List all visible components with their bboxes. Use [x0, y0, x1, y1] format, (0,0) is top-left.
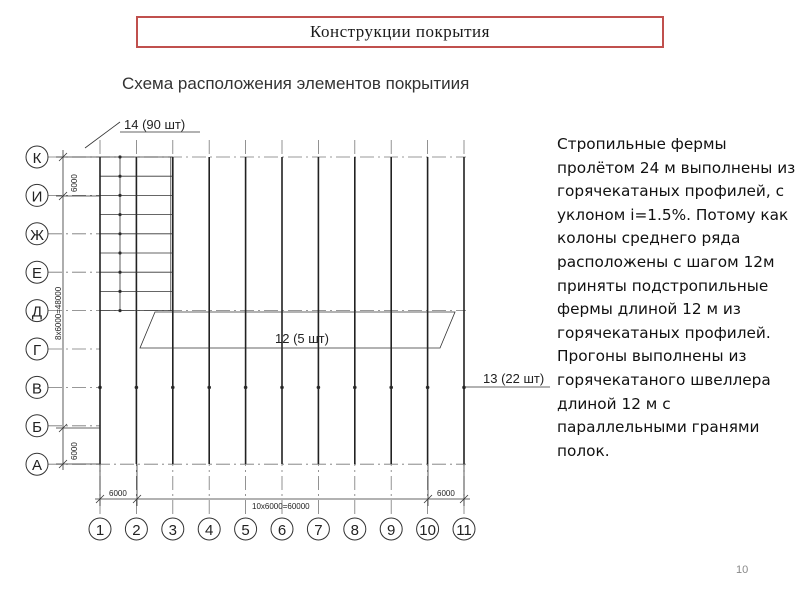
truss-node — [281, 386, 284, 389]
row-axis-markers — [26, 146, 48, 475]
column-axis-label: 1 — [95, 522, 105, 539]
row-axis-label: К — [32, 150, 42, 167]
column-axis-label: 3 — [168, 522, 177, 539]
dim-top-step: 6000 — [70, 174, 79, 192]
purlin-label-leader — [85, 122, 120, 148]
row-axis-label: Б — [32, 418, 42, 436]
dim-bottom-left: 6000 — [109, 489, 127, 498]
truss-node — [317, 386, 320, 389]
dim-bottom-step: 6000 — [70, 442, 79, 460]
purlin-node — [119, 213, 121, 215]
row-axis-label: В — [31, 380, 43, 398]
truss-label: 13 (22 шт) — [483, 371, 545, 386]
purlin-node — [119, 252, 121, 254]
column-axis-markers — [89, 518, 475, 540]
purlin-node — [119, 271, 121, 273]
scheme-title: Схема расположения элементов покрытиия — [122, 74, 470, 93]
bottom-dimension — [95, 464, 470, 506]
row-axis-label: И — [31, 188, 43, 206]
slide-title: Конструкции покрытия — [136, 16, 664, 48]
purlin-node — [119, 290, 121, 292]
description-paragraph-1: Стропильные фермы пролётом 24 м выполнены из горячекатаных профилей, с уклоном i=1.5%. Потому как колоны среднего ряда расположены с шагом 12м приняты подстропильные фермы длиной 12 м из горячекатаных профилей. — [557, 135, 796, 342]
truss-node — [244, 386, 247, 389]
description-text — [557, 133, 797, 463]
column-axis-label: 9 — [387, 522, 396, 539]
truss-node — [171, 386, 174, 389]
column-axis-label: 7 — [314, 522, 323, 539]
purlin-node — [119, 233, 121, 235]
row-axis-label: Ж — [30, 226, 44, 244]
dim-bottom-right: 6000 — [437, 489, 455, 498]
truss-node — [208, 386, 211, 389]
row-axis-label: А — [31, 457, 43, 475]
truss-node — [135, 386, 138, 389]
dim-bottom-total: 10х6000=60000 — [252, 502, 310, 511]
purlin-node — [119, 194, 121, 196]
truss-node — [390, 386, 393, 389]
dim-left-total: 8х6000=48000 — [54, 286, 63, 340]
column-axis-label: 6 — [277, 522, 287, 539]
column-axis-label: 8 — [350, 522, 359, 539]
row-axis-label: Е — [31, 265, 43, 283]
row-axis-label: Д — [31, 303, 43, 321]
column-axis-label: 2 — [132, 522, 141, 539]
column-axis-label: 11 — [456, 522, 472, 539]
column-axis-label: 4 — [205, 522, 214, 539]
purlin-label: 14 (90 шт) — [124, 117, 186, 132]
purlin-node — [119, 309, 121, 311]
description-paragraph-2: Прогоны выполнены из горячекатаного швеллера длиной 12 м с параллельными гранями полок. — [557, 347, 771, 460]
purlin-node — [119, 175, 121, 177]
column-axis-label: 10 — [419, 522, 436, 539]
purlin-node — [119, 156, 121, 158]
truss-node — [426, 386, 429, 389]
sub-truss-label: 12 (5 шт) — [275, 331, 329, 346]
column-axis-label: 5 — [241, 522, 250, 539]
row-axis-label: Г — [32, 342, 42, 359]
truss-node — [353, 386, 356, 389]
page-number: 10 — [736, 564, 749, 576]
